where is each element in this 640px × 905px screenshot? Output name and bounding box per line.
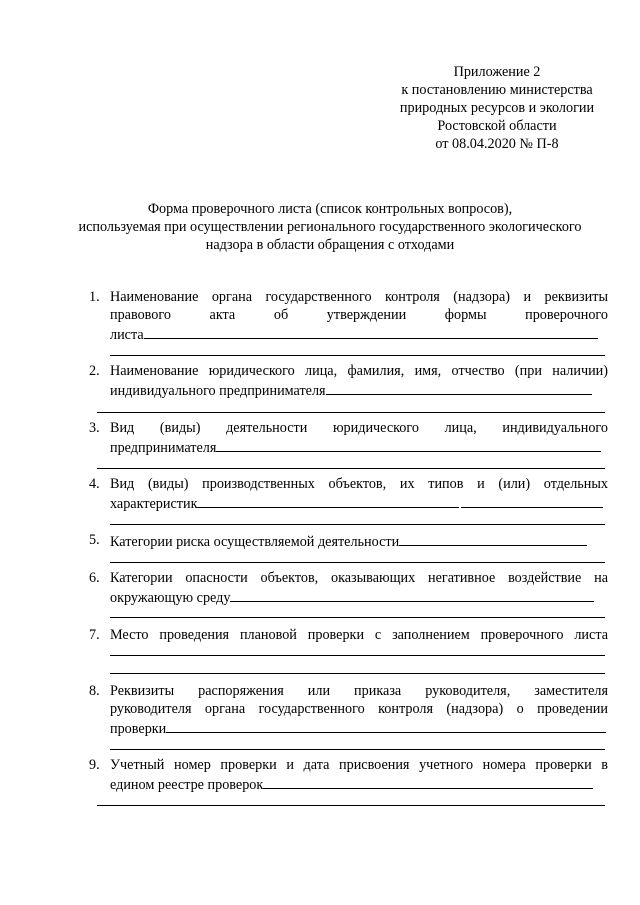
blank-line[interactable]	[110, 524, 605, 525]
fill-line[interactable]	[263, 774, 593, 789]
blank-line[interactable]	[97, 468, 605, 469]
item-text: Место проведения плановой проверки с заполнением проверочного листа	[110, 627, 608, 643]
blank-line[interactable]	[110, 355, 605, 356]
blank-line[interactable]	[110, 673, 605, 674]
item-number: 4.	[89, 476, 100, 492]
blank-line[interactable]	[97, 805, 605, 806]
fill-line[interactable]	[166, 718, 606, 733]
fill-line[interactable]	[368, 324, 598, 339]
item-text: Вид (виды) производственных объектов, их типов и (или) отдельных	[110, 476, 608, 492]
item-text: правового акта об утверждении формы проверочного	[110, 307, 608, 323]
form-title	[50, 200, 610, 254]
fill-line[interactable]	[230, 587, 594, 602]
fill-line[interactable]	[399, 531, 587, 546]
fill-line[interactable]	[461, 493, 603, 508]
item-text-line: предпринимателя	[110, 437, 608, 457]
blank-line[interactable]	[110, 749, 605, 750]
item-number: 7.	[89, 627, 100, 643]
item-text-line: индивидуального предпринимателя	[110, 380, 608, 400]
title-line: Форма проверочного листа (список контрольных вопросов),	[147, 201, 513, 217]
item-number: 2.	[89, 363, 100, 379]
fill-line[interactable]	[326, 380, 592, 395]
item-text-line: листа	[110, 324, 608, 344]
fill-line[interactable]	[197, 493, 459, 508]
item-number: 8.	[89, 683, 100, 699]
fill-line[interactable]	[144, 324, 356, 339]
appendix-line: природных ресурсов и экологии	[399, 100, 595, 116]
item-text: руководителя органа государственного контроля (надзора) о проведении	[110, 701, 608, 717]
fill-line[interactable]	[216, 437, 601, 452]
blank-line[interactable]	[110, 655, 605, 656]
item-number: 6.	[89, 570, 100, 586]
item-text-line: характеристик	[110, 493, 608, 513]
item-text-line: проверки	[110, 718, 608, 738]
item-number: 1.	[89, 289, 100, 305]
item-text: Наименование юридического лица, фамилия, имя, отчество (при наличии)	[110, 363, 608, 379]
item-text: Учетный номер проверки и дата присвоения учетного номера проверки в	[110, 757, 608, 773]
item-text: Вид (виды) деятельности юридического лица, индивидуального	[110, 420, 608, 436]
item-text: Категории опасности объектов, оказывающих негативное воздействие на	[110, 570, 608, 586]
title-line: используемая при осуществлении регионального государственного экологического	[78, 219, 582, 235]
appendix-line: Приложение 2	[453, 64, 541, 80]
blank-line[interactable]	[110, 562, 605, 563]
fill-line[interactable]	[356, 324, 368, 339]
appendix-line: от 08.04.2020 № П-8	[435, 136, 559, 152]
item-text-line: Категории риска осуществляемой деятельности	[110, 531, 608, 551]
item-number: 5.	[89, 532, 100, 548]
item-text: Реквизиты распоряжения или приказа руководителя, заместителя	[110, 683, 608, 699]
blank-line[interactable]	[97, 412, 605, 413]
item-text-line: окружающую среду	[110, 587, 608, 607]
item-number: 3.	[89, 420, 100, 436]
title-line: надзора в области обращения с отходами	[205, 237, 455, 253]
item-number: 9.	[89, 757, 100, 773]
appendix-block	[388, 63, 606, 153]
item-text-line: едином реестре проверок	[110, 774, 608, 794]
blank-line[interactable]	[110, 617, 605, 618]
appendix-line: к постановлению министерства	[401, 82, 593, 98]
appendix-line: Ростовской области	[437, 118, 557, 134]
item-text: Наименование органа государственного контроля (надзора) и реквизиты	[110, 289, 608, 305]
